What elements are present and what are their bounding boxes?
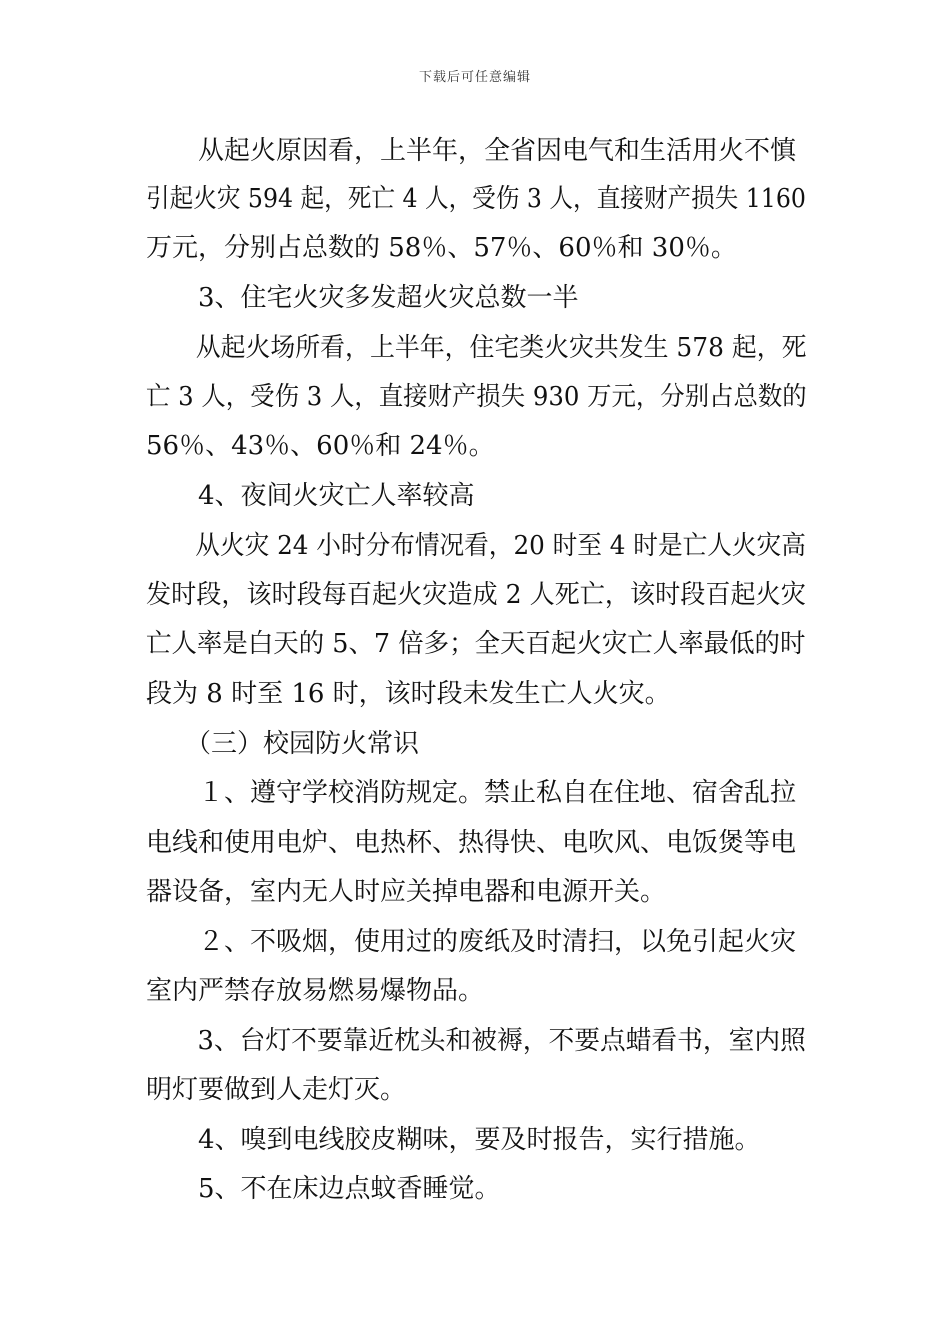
text-line: 器设备，室内无人时应关掉电器和电源开关。 bbox=[146, 877, 667, 907]
text-line: 从火灾 24 小时分布情况看，20 时至 4 时是亡人火灾高 bbox=[146, 531, 806, 561]
text-line: 明灯要做到人走灯灭。 bbox=[146, 1075, 407, 1105]
text-line: 室内严禁存放易燃易爆物品。 bbox=[146, 976, 485, 1006]
page-header: 下载后可任意编辑 bbox=[418, 70, 531, 85]
text-line: 4、嗅到电线胶皮糊味，要及时报告，实行措施。 bbox=[146, 1125, 761, 1155]
text-line: 发时段，该时段每百起火灾造成 2 人死亡，该时段百起火灾 bbox=[146, 580, 806, 610]
text-line: 5、不在床边点蚊香睡觉。 bbox=[146, 1174, 501, 1204]
text-line: 万元，分别占总数的 58％、57％、60％和 30％。 bbox=[146, 233, 737, 263]
text-line: 3、台灯不要靠近枕头和被褥，不要点蜡看书，室内照 bbox=[146, 1026, 806, 1056]
text-line: ２、不吸烟，使用过的废纸及时清扫，以免引起火灾 bbox=[146, 927, 797, 957]
text-line: 引起火灾 594 起，死亡 4 人，受伤 3 人，直接财产损失 1160 bbox=[146, 184, 806, 214]
text-line: １、遵守学校消防规定。禁止私自在住地、宿舍乱拉 bbox=[146, 778, 797, 808]
section-heading: （三）校园防火常识 bbox=[146, 729, 420, 759]
text-line: 亡人率是白天的 5、7 倍多；全天百起火灾亡人率最低的时 bbox=[146, 629, 806, 659]
text-line: 段为 8 时至 16 时，该时段未发生亡人火灾。 bbox=[146, 679, 671, 709]
section-heading: 4、夜间火灾亡人率较高 bbox=[146, 481, 475, 511]
text-line: 从起火原因看，上半年，全省因电气和生活用火不慎 bbox=[146, 136, 797, 166]
text-line: 从起火场所看，上半年，住宅类火灾共发生 578 起，死 bbox=[146, 333, 807, 363]
section-heading: 3、住宅火灾多发超火灾总数一半 bbox=[146, 283, 579, 313]
text-line: 电线和使用电炉、电热杯、热得快、电吹风、电饭煲等电 bbox=[146, 828, 797, 858]
text-line: 56％、43％、60％和 24％。 bbox=[146, 431, 495, 461]
text-line: 亡 3 人，受伤 3 人，直接财产损失 930 万元，分别占总数的 bbox=[146, 382, 807, 412]
